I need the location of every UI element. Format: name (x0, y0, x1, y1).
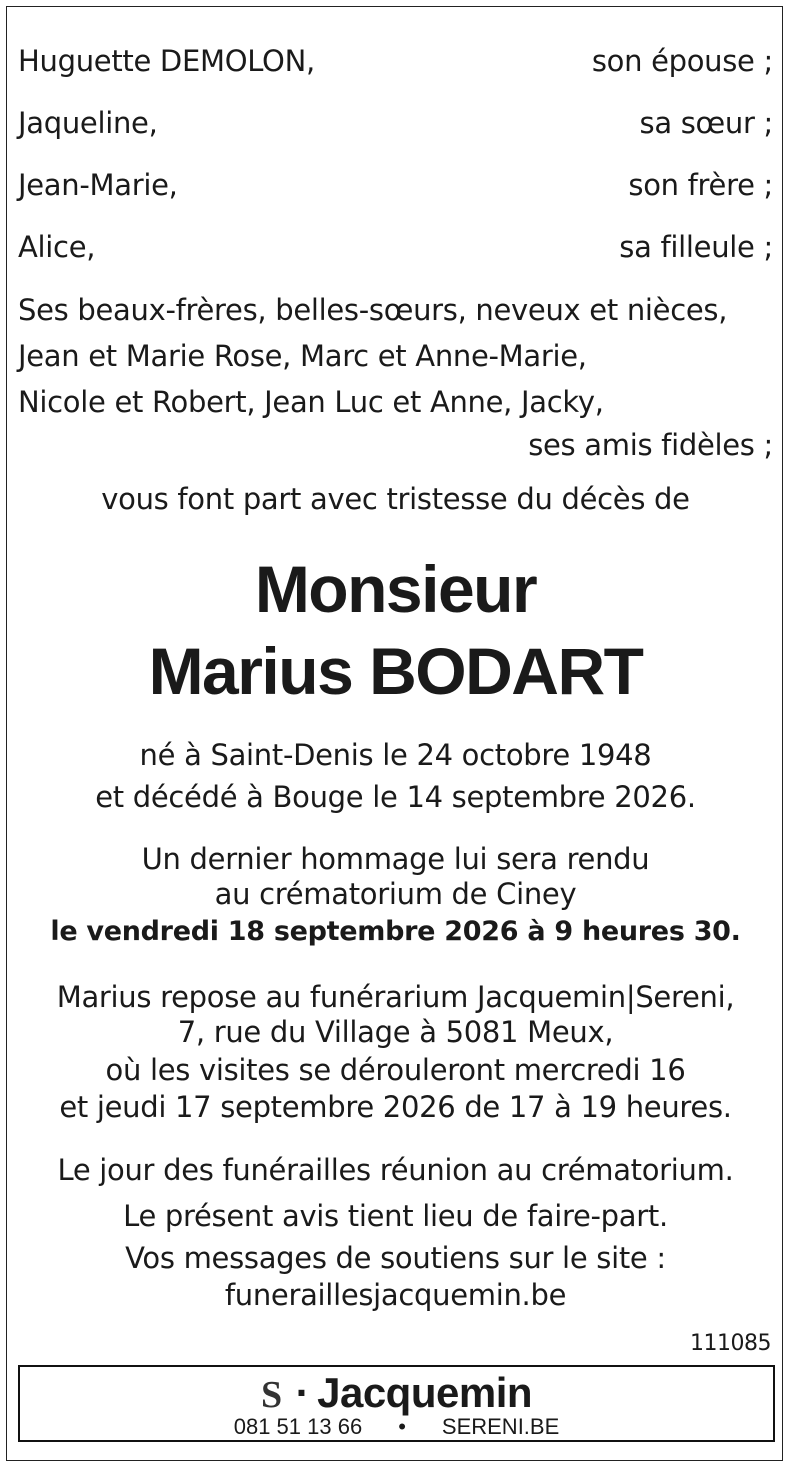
others-line: Nicole et Robert, Jean Luc et Anne, Jacky, (18, 385, 604, 419)
family-row (18, 168, 773, 202)
visits-line: et jeudi 17 septembre 2026 de 17 à 19 heures. (59, 1090, 732, 1124)
birth-line: né à Saint-Denis le 24 octobre 1948 (139, 738, 652, 772)
deceased-title: Monsieur (254, 552, 537, 626)
family-name: Huguette DEMOLON, (18, 44, 315, 78)
ceremony-line: Un dernier hommage lui sera rendu (141, 842, 650, 876)
family-relation: sa filleule ; (619, 230, 773, 264)
family-row (18, 44, 773, 78)
contact-line (20, 1415, 773, 1439)
family-relation: sa sœur ; (639, 106, 773, 140)
messages-site: funeraillesjacquemin.be (224, 1278, 567, 1312)
family-row (18, 230, 773, 264)
reference-number: 111085 (690, 1331, 771, 1356)
website: SERENI.BE (441, 1414, 560, 1439)
others-line: Ses beaux-frères, belles-sœurs, neveux et nièces, (18, 293, 728, 327)
ceremony-date: le vendredi 18 septembre 2026 à 9 heures 30. (50, 916, 741, 947)
messages-line: Vos messages de soutiens sur le site : (125, 1241, 666, 1275)
family-name: Jaqueline, (18, 106, 158, 140)
funeral-home-brand (20, 1371, 773, 1417)
family-row (18, 106, 773, 140)
phone-number: 081 51 13 66 (233, 1414, 363, 1439)
death-line: et décédé à Bouge le 14 septembre 2026. (95, 780, 696, 814)
ceremony-line: au crématorium de Ciney (214, 877, 577, 911)
visits-line: 7, rue du Village à 5081 Meux, (177, 1015, 614, 1049)
visits-line: où les visites se dérouleront mercredi 16 (105, 1053, 686, 1087)
deceased-name: Marius BODART (148, 634, 643, 708)
family-relation: son frère ; (628, 168, 773, 202)
announce-line: vous font part avec tristesse du décès de (101, 482, 690, 516)
visits-line: Marius repose au funérarium Jacquemin|Sereni, (56, 980, 735, 1014)
friends-line: ses amis fidèles ; (528, 428, 773, 462)
family-name: Alice, (18, 230, 96, 264)
sereni-logo-icon: S (260, 1374, 282, 1416)
funeral-home-footer (18, 1365, 775, 1442)
contact-separator: • (398, 1414, 406, 1439)
others-line: Jean et Marie Rose, Marc et Anne-Marie, (18, 339, 587, 373)
meeting-line: Le jour des funérailles réunion au crématorium. (57, 1153, 734, 1187)
family-relation: son épouse ; (591, 44, 773, 78)
brand-name: Jacquemin (317, 1369, 533, 1416)
family-name: Jean-Marie, (18, 168, 178, 202)
brand-dot: · (295, 1369, 310, 1416)
notice-line: Le présent avis tient lieu de faire-part. (123, 1199, 668, 1233)
